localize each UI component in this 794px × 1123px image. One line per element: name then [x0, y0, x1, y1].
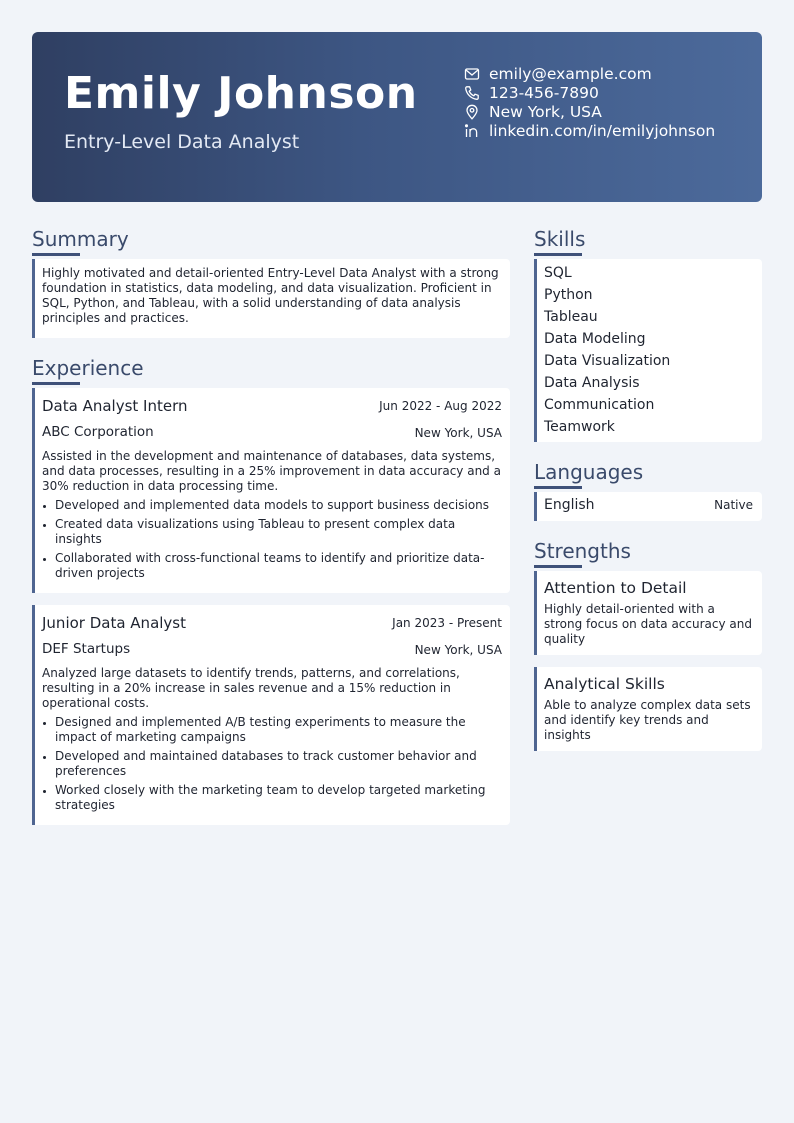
skill-item: Data Modeling	[544, 331, 646, 347]
contact-block	[464, 64, 754, 140]
job-dates: Jun 2022 - Aug 2022	[379, 399, 502, 413]
job-bullet: Collaborated with cross-functional teams to identify and prioritize data-driven projects	[42, 551, 502, 581]
strength-description: Able to analyze complex data sets and identify key trends and insights	[544, 698, 751, 742]
skill-item: SQL	[544, 265, 572, 281]
summary-text: Highly motivated and detail-oriented Entry-Level Data Analyst with a strong foundation in statistics, data modeling, and data visualization. Proficient in SQL, Python, and Tableau, with a solid understanding of data analysis principles and practices.	[42, 266, 499, 325]
summary-heading: Summary	[32, 227, 129, 251]
experience-heading-rule	[32, 382, 80, 385]
language-level: Native	[714, 498, 753, 512]
skill-item: Data Visualization	[544, 353, 671, 369]
contact-location-text: New York, USA	[489, 102, 602, 121]
phone-icon	[464, 85, 480, 101]
candidate-name: Emily Johnson	[64, 68, 418, 119]
contact-phone[interactable]	[464, 83, 754, 102]
resume-header	[32, 32, 762, 202]
skill-item: Data Analysis	[544, 375, 640, 391]
strength-title: Attention to Detail	[544, 579, 687, 597]
job-description: Assisted in the development and maintenance of databases, data systems, and data processes, resulting in a 25% improvement in data accuracy and a 30% reduction in data processing time.	[42, 449, 501, 493]
job-bullet: Created data visualizations using Tableau to present complex data insights	[42, 517, 502, 547]
skills-heading: Skills	[534, 227, 586, 251]
strength-title: Analytical Skills	[544, 675, 665, 693]
contact-phone-text: 123-456-7890	[489, 83, 599, 102]
skills-list	[544, 262, 670, 438]
summary-heading-rule	[32, 253, 80, 256]
job-bullet-list	[42, 498, 502, 585]
skill-item: Communication	[544, 397, 655, 413]
skill-item: Tableau	[544, 309, 598, 325]
strengths-heading: Strengths	[534, 539, 631, 563]
job-bullet: Developed and implemented data models to support business decisions	[42, 498, 502, 513]
job-dates: Jan 2023 - Present	[392, 616, 502, 630]
job-description: Analyzed large datasets to identify trends, patterns, and correlations, resulting in a 20% increase in sales revenue and a 15% reduction in operational costs.	[42, 666, 460, 710]
language-name: English	[544, 497, 595, 513]
job-bullet: Worked closely with the marketing team to develop targeted marketing strategies	[42, 783, 502, 813]
job-title: Data Analyst Intern	[42, 397, 188, 415]
job-bullet: Designed and implemented A/B testing experiments to measure the impact of marketing campaigns	[42, 715, 502, 745]
contact-email-text: emily@example.com	[489, 64, 652, 83]
mail-icon	[464, 66, 480, 82]
skills-heading-rule	[534, 253, 582, 256]
strengths-heading-rule	[534, 565, 582, 568]
contact-email[interactable]	[464, 64, 754, 83]
strength-description: Highly detail-oriented with a strong focus on data accuracy and quality	[544, 602, 752, 646]
experience-heading: Experience	[32, 356, 144, 380]
contact-linkedin-text: linkedin.com/in/emilyjohnson	[489, 121, 716, 140]
languages-heading-rule	[534, 486, 582, 489]
job-company: DEF Startups	[42, 641, 131, 657]
skill-item: Python	[544, 287, 593, 303]
job-bullet: Developed and maintained databases to track customer behavior and preferences	[42, 749, 502, 779]
contact-linkedin[interactable]	[464, 121, 754, 140]
job-company: ABC Corporation	[42, 424, 154, 440]
location-pin-icon	[464, 104, 480, 120]
linkedin-icon	[464, 123, 480, 139]
job-location: New York, USA	[414, 426, 502, 440]
job-bullet-list	[42, 715, 502, 817]
languages-heading: Languages	[534, 460, 644, 484]
job-location: New York, USA	[414, 643, 502, 657]
candidate-role: Entry-Level Data Analyst	[64, 131, 300, 153]
job-title: Junior Data Analyst	[42, 614, 187, 632]
skill-item: Teamwork	[544, 419, 615, 435]
contact-location	[464, 102, 754, 121]
